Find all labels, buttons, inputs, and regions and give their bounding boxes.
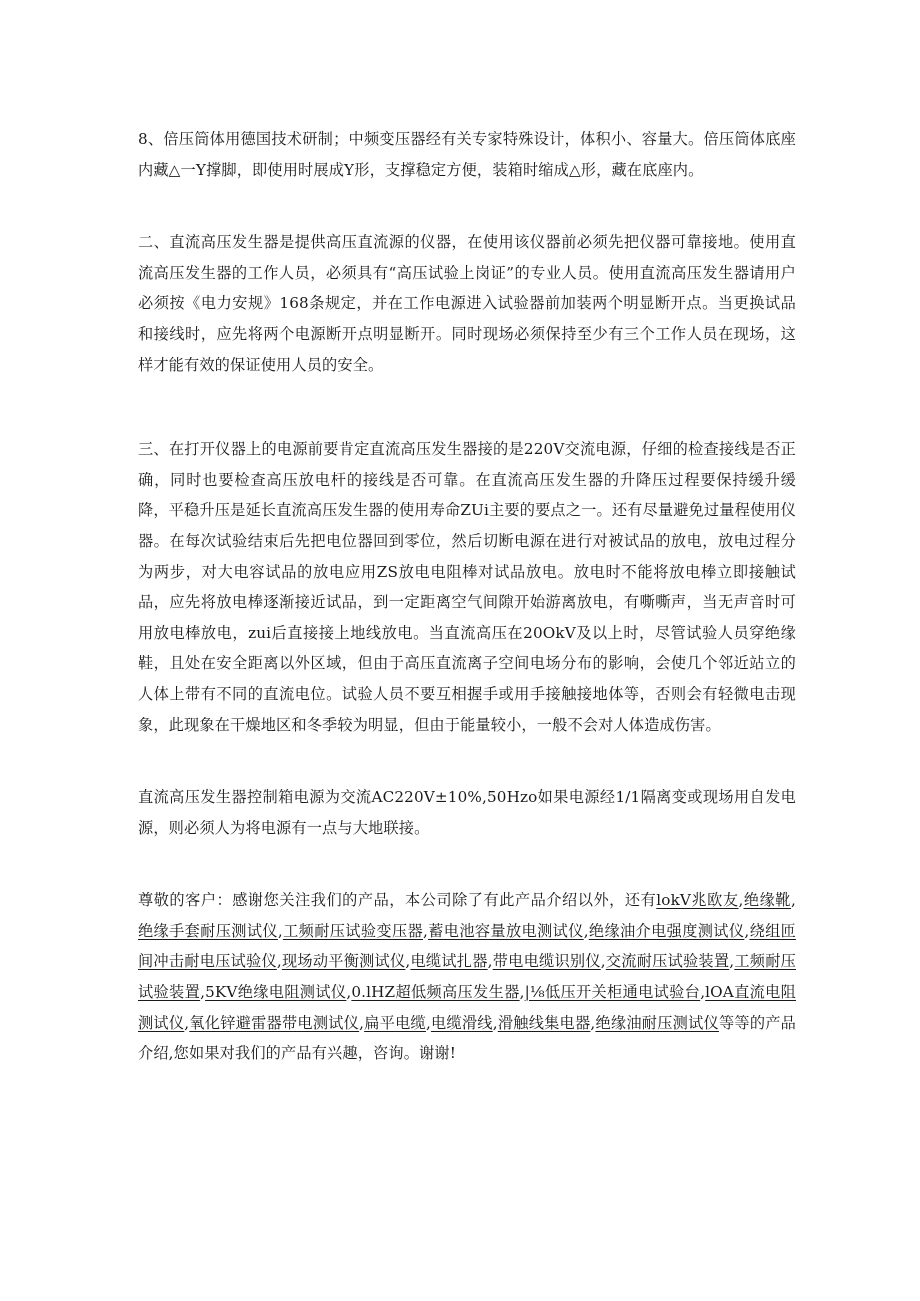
product-link[interactable]: |⅛低压开关柜通电试验台: [524, 983, 701, 1002]
product-link[interactable]: 蓄电池容量放电测试仪: [428, 921, 584, 940]
link-separator: ,: [184, 1013, 190, 1032]
paragraph-operation-discharge: 三、在打开仪器上的电源前要肯定直流高压发生器接的是220V交流电源，仔细的检查接线是否正确，同时也要检查高压放电杆的接线是否可靠。在直流高压发生器的升降压过程要保持缓升缓降，平稳升压是延长直流高压发生器的使用寿命ZUi主要的要点之一。还有尽量避免过量程使用仪器。在每次试验结束后先把电位器回到零位，然后切断电源在进行对被试品的放电，放电过程分为两步，对大电容试品的放电应用ZS放电电阻棒对试品放电。放电时不能将放电棒立即接触试品，应先将放电棒逐渐接近试品，到一定距离空气间隙开始游离放电，有嘶嘶声，当无声音时可用放电棒放电，zui后直接接上地线放电。当直流高压在20OkV及以上时，尽管试验人员穿绝缘鞋，且处在安全距离以外区域，但由于高压直流离子空间电场分布的影响，会使几个邻近站立的人体上带有不同的直流电位。试验人员不要互相握手或用手接触接地体等，否则会有轻微电击现象，此现象在干燥地区和冬季较为明显，但由于能量较小，一般不会对人体造成伤害。: [138, 440, 796, 734]
product-links: [138, 891, 796, 1031]
product-link[interactable]: 工频耐压试验变压器: [282, 921, 424, 940]
link-separator: ,: [276, 952, 282, 971]
link-separator: ,: [744, 921, 750, 940]
link-separator: ,: [423, 921, 429, 940]
document-page: [138, 124, 796, 1069]
link-separator: ,: [590, 1013, 596, 1032]
link-separator: ,: [425, 1013, 431, 1032]
product-link[interactable]: 现场动平衡测试仪: [281, 952, 406, 971]
link-separator: ,: [405, 952, 411, 971]
link-separator: ,: [791, 891, 796, 910]
product-link[interactable]: 电缆滑线: [430, 1013, 493, 1032]
link-separator: ,: [487, 952, 493, 971]
product-link[interactable]: 绝缘手套耐压测试仪: [138, 921, 278, 940]
product-outro-text: 等等的产品介绍,您如果对我们的产品有兴趣，咨询。谢谢!: [138, 1013, 797, 1063]
link-separator: ,: [729, 952, 735, 971]
product-link[interactable]: 交流耐压试验装置: [605, 952, 730, 971]
paragraph-product-list: [138, 885, 796, 1069]
product-link[interactable]: 氧化锌避雷器带电测试仪: [189, 1013, 360, 1032]
product-link[interactable]: lokV兆欧友: [656, 891, 739, 910]
paragraph-voltage-cylinder: 8、倍压筒体用德国技术研制；中频变压器经有关专家特殊设计，体积小、容量大。倍压筒体底座内藏△一Y撑脚，即使用时展成Y形，支撑稳定方便，装箱时缩成△形，藏在底座内。: [138, 130, 796, 179]
link-separator: ,: [492, 1013, 498, 1032]
paragraph-power-supply: 直流高压发生器控制箱电源为交流AC220V±10%,50Hzo如果电源经1/1隔离变或现场用自发电源，则必须人为将电源有一点与大地联接。: [138, 788, 796, 837]
product-link[interactable]: 绕组匝间冲击耐电压试验仪: [138, 921, 797, 971]
link-separator: ,: [738, 891, 744, 910]
product-link[interactable]: 滑触线集电器: [497, 1013, 591, 1032]
link-separator: ,: [277, 921, 283, 940]
product-link[interactable]: 扁平电缆: [364, 1013, 426, 1032]
product-link[interactable]: 电缆试扎器: [410, 952, 488, 971]
product-link[interactable]: 绝缘油耐压测试仪: [595, 1013, 719, 1032]
product-link[interactable]: 0.lHZ超低频高压发生器: [351, 983, 520, 1002]
product-link[interactable]: lOA直流电阻测试仪: [138, 983, 796, 1032]
product-link[interactable]: 绝缘油介电强度测试仪: [588, 921, 745, 940]
link-separator: ,: [359, 1013, 365, 1032]
link-separator: ,: [583, 921, 589, 940]
product-link[interactable]: 工频耐压试验装置: [138, 952, 797, 1002]
link-separator: ,: [346, 983, 352, 1002]
link-separator: ,: [700, 983, 706, 1002]
product-intro-text: 尊敬的客户：感谢您关注我们的产品，本公司除了有此产品介绍以外，还有: [138, 891, 657, 910]
link-separator: ,: [200, 983, 206, 1002]
link-separator: ,: [600, 952, 606, 971]
product-link[interactable]: 带电电缆识别仪: [492, 952, 601, 971]
paragraph-grounding-safety: 二、直流高压发生器是提供高压直流源的仪器，在使用该仪器前必须先把仪器可靠接地。使用直流高压发生器的工作人员，必须具有“高压试验上岗证”的专业人员。使用直流高压发生器请用户必须按《电力安规》168条规定，并在工作电源进入试验器前加装两个明显断开点。当更换试品和接线时，应先将两个电源断开点明显断开。同时现场必须保持至少有三个工作人员在现场，这样才能有效的保证使用人员的安全。: [138, 233, 796, 374]
product-link[interactable]: 5KV绝缘电阻测试仪: [205, 983, 347, 1002]
product-link[interactable]: 绝缘靴: [743, 891, 792, 910]
link-separator: ,: [519, 983, 525, 1002]
